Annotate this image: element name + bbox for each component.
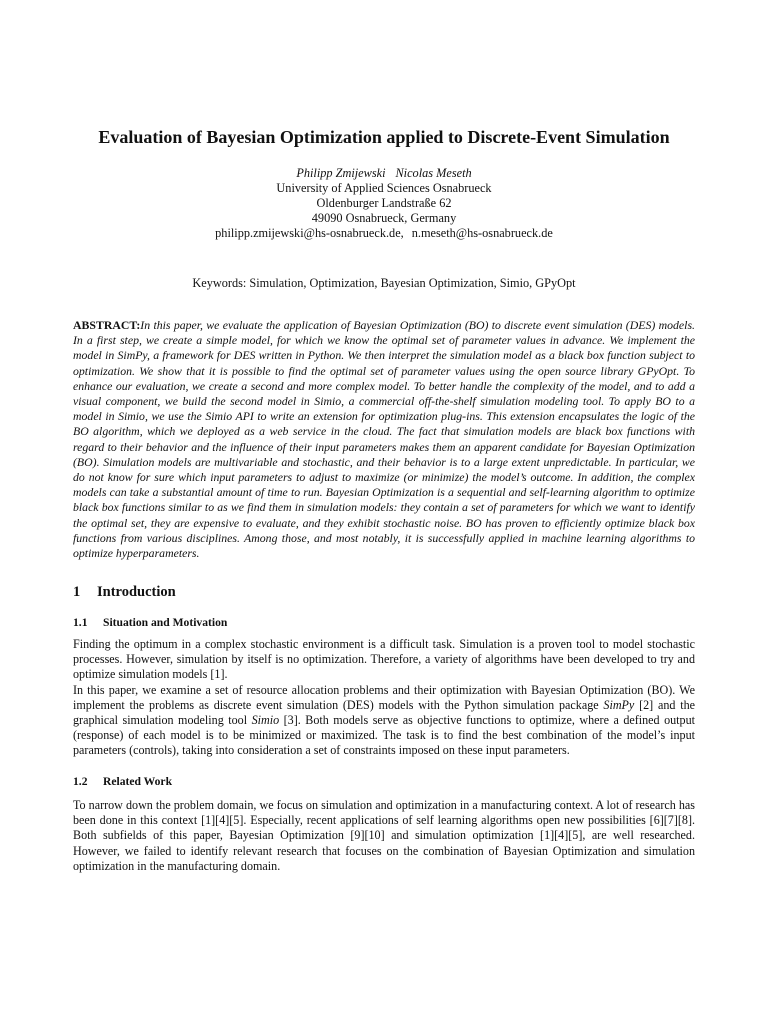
- abstract-paragraph: [73, 318, 695, 561]
- paper-title: Evaluation of Bayesian Optimization applied to Discrete-Event Simulation: [98, 127, 670, 147]
- situation-paragraph-1: Finding the optimum in a complex stochastic environment is a difficult task. Simulation is a proven tool to model stochastic processes. However, simulation by itself is no optimization. Therefore, a variety of algorithms have been developed to try and optimize simulation models [1].: [73, 637, 695, 682]
- author-names: [0, 166, 768, 181]
- subsection-heading-situation: [73, 616, 227, 630]
- simpy-term: SimPy: [603, 697, 635, 712]
- abstract-text: In this paper, we evaluate the application of Bayesian Optimization (BO) to discrete event simulation (DES) models. In a first step, we create a simple model, for which we know the optimal set of parameter values in advance. We implement the model in SimPy, a framework for DES written in Python. We then interpret the simulation model as a black box function subject to optimization. We show that it is possible to find the optimal set of parameter values using the open source library GPyOpt. To enhance our evaluation, we create a second and more complex model. To better handle the complexity of the model, and to add a visual component, we build the second model in Simio, a commercial off-the-shelf simulation modeling tool. To apply BO to a model in Simio, we use the Simio API to write an extension for optimization plug-ins. This extension encapsulates the logic of the BO algorithm, which we deployed as a web service in the cloud. The fact that simulation models are black box functions with regard to their behavior and the influence of their input parameters makes them an apparent candidate for Bayesian Optimization (BO). Simulation models are multivariable and stochastic, and their behavior is to a large extent unpredictable. In particular, we do not know for sure which input parameters to adjust to maximize (or minimize) the model’s outcome. In addition, the complex models can take a substantial amount of time to run. Bayesian Optimization is a sequential and self-learning algorithm to optimize black box functions similar to as we find them in simulation models: they contain a set of parameters for which we want to identify the optimal set, they are expensive to evaluate, and they exhibit stochastic noise. BO has proven to efficiently optimize black box functions from various disciplines. Among those, and most notably, it is successfully applied in machine learning algorithms to optimize hyperparameters.: [73, 318, 695, 561]
- keywords-line: Keywords: Simulation, Optimization, Bayesian Optimization, Simio, GPyOpt: [192, 276, 576, 290]
- para2-part-b: [2] and the graphical simulation modeling tool: [73, 697, 695, 728]
- subsection-number: 1.1: [73, 616, 88, 629]
- author-name-1: Philipp Zmijewski: [296, 166, 386, 180]
- author-emails: [0, 226, 768, 241]
- author-block: [0, 166, 768, 241]
- author-name-2: Nicolas Meseth: [395, 166, 472, 180]
- related-work-paragraph: To narrow down the problem domain, we focus on simulation and optimization in a manufacturing context. A lot of research has been done in this context [1][4][5]. Especially, recent applications of self learning algorithms open new possibilities [6][7][8]. Both subfields of this paper, Bayesian Optimization [9][10] and simulation optimization [1][4][5], are well researched. However, we failed to identify relevant research that focuses on the combination of Bayesian Optimization and simulation optimization in the manufacturing domain.: [73, 798, 695, 873]
- section-heading-introduction: [73, 583, 176, 601]
- simio-term: Simio: [251, 713, 280, 728]
- subsection-title: Related Work: [103, 775, 173, 788]
- related-work-text: [73, 798, 695, 874]
- subsection-heading-related-work: [73, 775, 172, 789]
- para2-part-a: In this paper, we examine a set of resource allocation problems and their optimization with Bayesian Optimization (BO). We implement the problems as discrete event simulation (DES) models with the Python simulation package: [73, 682, 695, 712]
- section-title: Introduction: [97, 584, 176, 600]
- para2-part-c: [3]. Both models serve as objective functions to optimize, where a defined output (response) of each model is to be minimized or maximized. The task is to find the best combination of the model’s input parameters (controls), taking into consideration a set of constraints imposed on these input parameters.: [73, 713, 695, 758]
- author-city: 49090 Osnabrueck, Germany: [311, 211, 457, 225]
- subsection-title: Situation and Motivation: [103, 616, 228, 629]
- author-affiliation: University of Applied Sciences Osnabrueck: [276, 181, 492, 195]
- abstract-label: ABSTRACT:: [73, 318, 141, 332]
- author-street: Oldenburger Landstraße 62: [316, 196, 452, 210]
- section-number: 1: [73, 584, 81, 600]
- subsection-number: 1.2: [73, 775, 88, 788]
- author-email-2: n.meseth@hs-osnabrueck.de: [411, 226, 553, 240]
- situation-paragraph-2: [73, 683, 695, 759]
- author-email-1: philipp.zmijewski@hs-osnabrueck.de,: [215, 226, 404, 240]
- situation-text: [73, 637, 695, 759]
